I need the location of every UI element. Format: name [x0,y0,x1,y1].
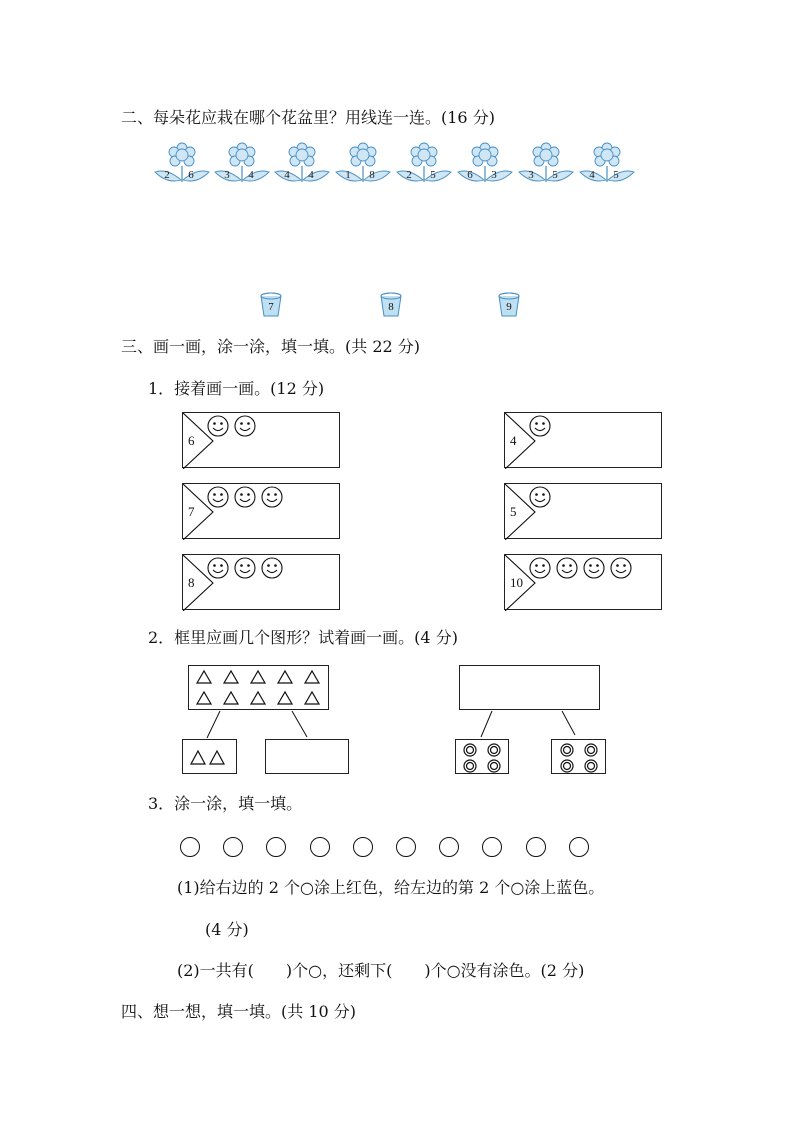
flag-box[interactable] [504,554,662,610]
flag-number: 6 [188,433,195,448]
flower-number-right: 5 [613,169,619,181]
circle-to-color[interactable] [569,837,589,857]
q2-right-branch-lines [450,708,600,743]
smiley-icon [610,557,632,579]
flag-number: 7 [188,504,195,519]
flower-pot [260,292,282,318]
flag-number: 4 [510,433,517,448]
flower-icon [578,142,636,188]
flower-number-left: 4 [284,169,290,181]
flower [213,142,271,188]
section-3-title: 三、画一画，涂一涂，填一填。(共 22 分) [121,337,421,356]
section-4-title: 四、想一想，填一填。(共 10 分) [121,1002,357,1021]
flower-icon [153,142,211,188]
flower [273,142,331,188]
four-rings-box-right [551,739,606,774]
question-2-title: 2．框里应画几个图形？试着画一画。(4 分) [148,628,458,647]
four-rings-box-left [455,739,509,774]
flag-box[interactable] [504,483,662,539]
flower [456,142,514,188]
flag-number: 10 [510,575,523,590]
circle-to-color[interactable] [266,837,286,857]
flower-pot [380,292,402,318]
flower [578,142,636,188]
two-triangles-box [182,739,237,774]
question-3-title: 3．涂一涂，填一填。 [148,794,303,813]
smiley-icon [556,557,578,579]
flower-number-left: 1 [345,169,351,181]
circle-to-color[interactable] [526,837,546,857]
flower-icon [334,142,392,188]
question-1-title: 1．接着画一画。(12 分) [148,379,325,398]
flower-icon [456,142,514,188]
flower-number-left: 2 [406,169,412,181]
flower-icon [395,142,453,188]
ten-triangles [189,666,330,711]
flower-number-left: 4 [589,169,595,181]
q2-left-branch-lines [180,708,360,743]
smiley-icon [529,557,551,579]
smiley-icon [234,486,256,508]
four-rings-right [552,740,607,775]
flower [395,142,453,188]
flower-icon [213,142,271,188]
circle-to-color[interactable] [180,837,200,857]
question-3-sub-1: (1)给右边的 2 个○涂上红色，给左边的第 2 个○涂上蓝色。 [177,878,605,897]
flag-box[interactable] [182,554,340,610]
flower-number-right: 5 [430,169,436,181]
two-triangles [183,740,238,775]
flower-icon [517,142,575,188]
flower-number-right: 4 [248,169,254,181]
flower-number-right: 6 [188,169,194,181]
empty-answer-box-top[interactable] [459,665,600,710]
smiley-icon [207,415,229,437]
section-2-title: 二、每朵花应栽在哪个花盆里？用线连一连。(16 分) [121,108,495,127]
question-3-sub-2: (2)一共有( )个○，还剩下( )个○没有涂色。(2 分) [177,961,585,980]
flag-box[interactable] [182,483,340,539]
pot-number: 8 [388,301,394,313]
circle-to-color[interactable] [223,837,243,857]
smiley-icon [234,415,256,437]
smiley-icon [207,557,229,579]
smiley-icon [261,486,283,508]
flower-number-left: 3 [528,169,534,181]
flower-number-right: 5 [552,169,558,181]
flower-number-left: 6 [467,169,473,181]
empty-answer-box-left[interactable] [265,739,349,774]
smiley-icon [207,486,229,508]
circle-to-color[interactable] [310,837,330,857]
flower-number-right: 8 [369,169,375,181]
circle-to-color[interactable] [482,837,502,857]
flower-number-right: 3 [491,169,497,181]
smiley-icon [529,486,551,508]
flower [517,142,575,188]
flower-number-left: 2 [164,169,170,181]
circle-to-color[interactable] [353,837,373,857]
circle-to-color[interactable] [396,837,416,857]
flower [153,142,211,188]
four-rings-left [456,740,510,775]
pot-number: 9 [506,301,512,313]
flag-box[interactable] [182,412,340,468]
flag-number: 8 [188,575,195,590]
flag-number: 5 [510,504,517,519]
circle-to-color[interactable] [439,837,459,857]
smiley-icon [234,557,256,579]
smiley-icon [583,557,605,579]
flower-number-right: 4 [308,169,314,181]
flag-box[interactable] [504,412,662,468]
smiley-icon [261,557,283,579]
flower [334,142,392,188]
smiley-icon [529,415,551,437]
flower-number-left: 3 [224,169,230,181]
question-3-sub-1-score: (4 分) [205,920,249,939]
flower-pot [498,292,520,318]
pot-number: 7 [268,301,274,313]
triangle-total-box [188,665,329,710]
flower-icon [273,142,331,188]
